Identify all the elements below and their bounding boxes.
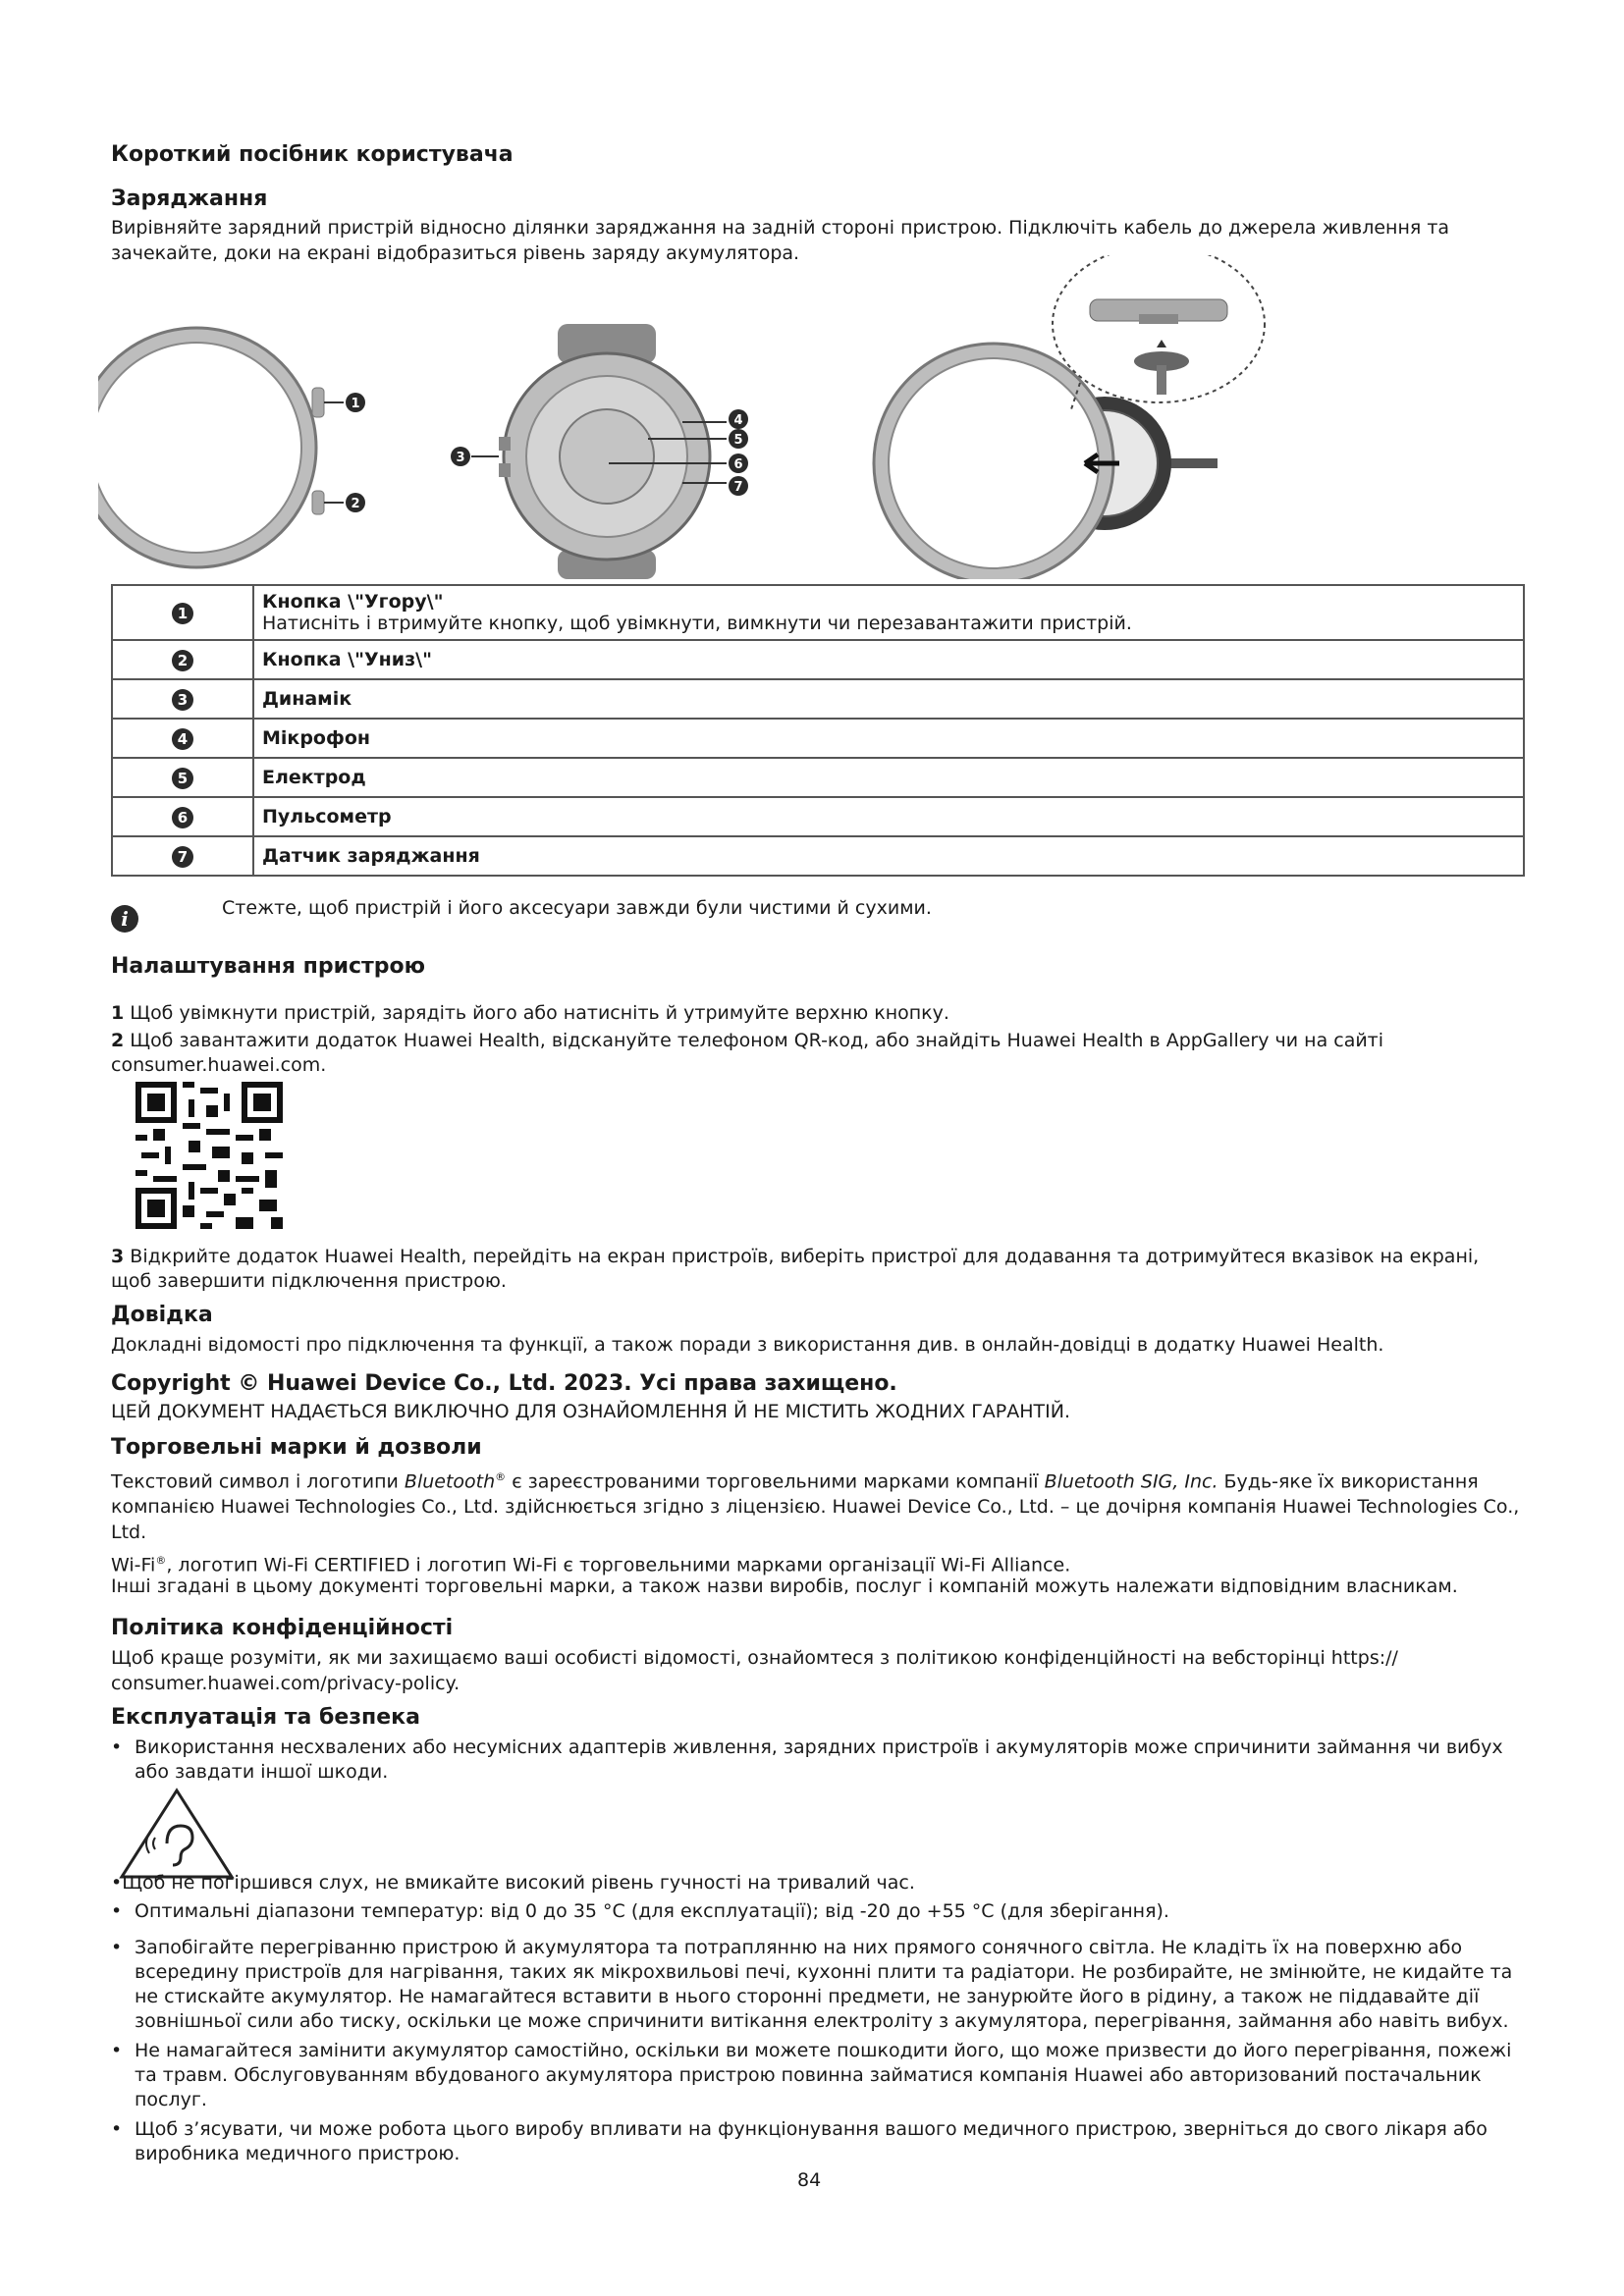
callout-label: 2 (351, 497, 360, 511)
bullet: • (111, 2118, 123, 2140)
callout-label: 5 (733, 433, 743, 448)
registered-mark: ® (495, 1470, 507, 1483)
callout-4 (729, 409, 748, 429)
part-name: Кнопка \"Угору\" (262, 591, 444, 613)
step-text: Щоб увімкнути пристрій, зарядіть його або натисніть й утримуйте верхню кнопку. (130, 1002, 949, 1024)
table-row (112, 836, 1524, 876)
charging-text: Вирівняйте зарядний пристрій відносно ділянки заряджання на задній стороні пристрою. Підключіть кабель до джерела живлення та зачекайте, доки на екрані відобразиться рівень заряду акумулятора. (111, 217, 1450, 264)
page-number: 84 (797, 2169, 822, 2191)
bluetooth-mark: Bluetooth (404, 1470, 496, 1493)
privacy-text: Щоб краще розуміти, як ми захищаємо ваші особисті відомості, ознайомтеся з політикою конфіденційності на вебсторінці https:// consumer.huawei.com/privacy-policy. (111, 1647, 1398, 1694)
watch-back-illustration (471, 324, 727, 579)
number-badge: 1 (172, 603, 193, 624)
number-badge: 2 (172, 650, 193, 671)
table-row (112, 640, 1524, 679)
callout-2 (346, 493, 365, 512)
table-row (112, 758, 1524, 797)
parts-table (111, 584, 1525, 877)
callout-7 (729, 476, 748, 496)
other-trademarks-text: Інші згадані в цьому документі торговельні марки, а також назви виробів, послуг і компаній можуть належати відповідним власникам. (111, 1575, 1458, 1597)
callout-6 (729, 454, 748, 473)
charging-heading: Заряджання (111, 187, 268, 211)
setup-heading: Налаштування пристрою (111, 954, 426, 979)
part-name: Електрод (253, 758, 1524, 797)
callout-label: 6 (733, 457, 743, 472)
table-row (112, 679, 1524, 719)
step-number: 2 (111, 1030, 125, 1051)
copyright-heading: Copyright © Huawei Device Co., Ltd. 2023. Усі права захищено. (111, 1371, 897, 1396)
watch-front-illustration (98, 328, 344, 567)
registered-mark: ® (155, 1554, 167, 1567)
number-badge: 3 (172, 689, 193, 711)
part-name: Мікрофон (253, 719, 1524, 758)
watch-charging-illustration (874, 255, 1265, 579)
text-run: є зареєстрованими торговельними марками компанії (506, 1470, 1045, 1493)
bullet-text: Оптимальні діапазони температур: від 0 до 35 °C (для експлуатації); від -20 до +55 °C (для зберігання). (135, 1900, 1169, 1922)
number-badge: 5 (172, 768, 193, 789)
bluetooth-sig-name: Bluetooth SIG, Inc. (1044, 1470, 1218, 1493)
text-run: Будь-яке їх використання компанією Huawei Technologies Co., Ltd. здійснюється згідно з ліцензією. Huawei Device Co., Ltd. – це дочірня компанія Huawei Technologies Co., Ltd. (111, 1470, 1520, 1544)
trademarks-paragraph (111, 1465, 1525, 1545)
qr-code (135, 1082, 283, 1229)
hearing-warning-icon (116, 1785, 238, 1883)
bullet-text: Використання несхвалених або несумісних адаптерів живлення, зарядних пристроїв і акумуляторів може спричинити займання чи вибух або завдати іншої шкоди. (135, 1736, 1503, 1783)
callout-label: 3 (456, 451, 465, 465)
part-name: Кнопка \"Униз\" (253, 640, 1524, 679)
callout-label: 7 (733, 480, 743, 495)
part-name: Динамік (253, 679, 1524, 719)
part-description: Натисніть і втримуйте кнопку, щоб увімкнути, вимкнути чи перезавантажити пристрій. (262, 613, 1132, 634)
text-run: , логотип Wi-Fi CERTIFIED і логотип Wi-Fi є торговельними марками організації Wi-Fi Alliance. (166, 1554, 1071, 1576)
number-badge: 7 (172, 846, 193, 868)
note-text: Стежте, щоб пристрій і його аксесуари завжди були чистими й сухими. (222, 897, 932, 919)
callout-1 (346, 393, 365, 412)
step-number: 3 (111, 1246, 125, 1267)
text-run: Wi-Fi (111, 1554, 156, 1576)
bullet-text: Щоб з’ясувати, чи може робота цього виробу впливати на функціонування вашого медичного пристрою, зверніться до свого лікаря або виробника медичного пристрою. (135, 2118, 1488, 2164)
callout-label: 1 (351, 397, 360, 411)
text-run: Текстовий символ і логотипи (111, 1470, 405, 1493)
bullet: • (111, 1736, 123, 1758)
list-item (111, 1245, 1525, 1294)
callout-label: 4 (733, 413, 743, 428)
hearing-warning-text: •Щоб не погіршився слух, не вмикайте високий рівень гучності на тривалий час. (111, 1872, 915, 1894)
bullet: • (111, 1900, 123, 1922)
part-name: Датчик заряджання (253, 836, 1524, 876)
info-icon: i (111, 905, 138, 933)
table-row (112, 797, 1524, 836)
step-text: Щоб завантажити додаток Huawei Health, відскануйте телефоном QR-код, або знайдіть Huawei Health в AppGallery чи на сайті consumer.huawei.com. (111, 1030, 1384, 1076)
step-number: 1 (111, 1002, 125, 1024)
callout-5 (729, 429, 748, 449)
watch-diagram (98, 255, 1276, 579)
bullet-text: Не намагайтеся замінити акумулятор самостійно, оскільки ви можете пошкодити його, що може призвести до його перегрівання, пожежі та травм. Обслуговуванням вбудованого акумулятора пристрою повинна займатися компанія Huawei або авторизований постачальник послуг. (135, 2040, 1512, 2110)
bullet: • (111, 2040, 123, 2061)
number-badge: 4 (172, 728, 193, 750)
copyright-text: ЦЕЙ ДОКУМЕНТ НАДАЄТЬСЯ ВИКЛЮЧНО ДЛЯ ОЗНАЙОМЛЕННЯ Й НЕ МІСТИТЬ ЖОДНИХ ГАРАНТІЙ. (111, 1401, 1071, 1422)
part-name: Пульсометр (253, 797, 1524, 836)
privacy-heading: Політика конфіденційності (111, 1616, 454, 1640)
bullet-text: Запобігайте перегріванню пристрою й акумулятора та потраплянню на них прямого сонячного світла. Не кладіть їх на поверхню або всередину пристроїв для нагрівання, таких як мікрохвильові печі, кухонні плити та радіатори. Не розбирайте, не змінюйте, не кидайте та не стискайте акумулятор. Не намагайтеся вставити в нього сторонні предмети, не занурюйте його в рідину, а також не піддавайте дії зовнішньої сили або тиску, оскільки це може спричинити витікання електроліту з акумулятора, перегрівання, займання або навіть вибух. (135, 1937, 1513, 2032)
bullet: • (111, 1937, 123, 1958)
step-text: Відкрийте додаток Huawei Health, перейдіть на екран пристроїв, виберіть пристрої для додавання та дотримуйтеся вказівок на екрані, щоб завершити підключення пристрою. (111, 1246, 1480, 1292)
safety-heading: Експлуатація та безпека (111, 1705, 420, 1730)
trademarks-heading: Торговельні марки й дозволи (111, 1435, 482, 1460)
list-item (111, 1029, 1407, 1078)
list-item (111, 1001, 1525, 1026)
help-text: Докладні відомості про підключення та функції, а також поради з використання див. в онлайн-довідці в додатку Huawei Health. (111, 1334, 1384, 1356)
table-row (112, 585, 1524, 640)
number-badge: 6 (172, 807, 193, 828)
callout-3 (451, 447, 470, 466)
table-row (112, 719, 1524, 758)
help-heading: Довідка (111, 1303, 213, 1327)
page-title: Короткий посібник користувача (111, 142, 514, 167)
